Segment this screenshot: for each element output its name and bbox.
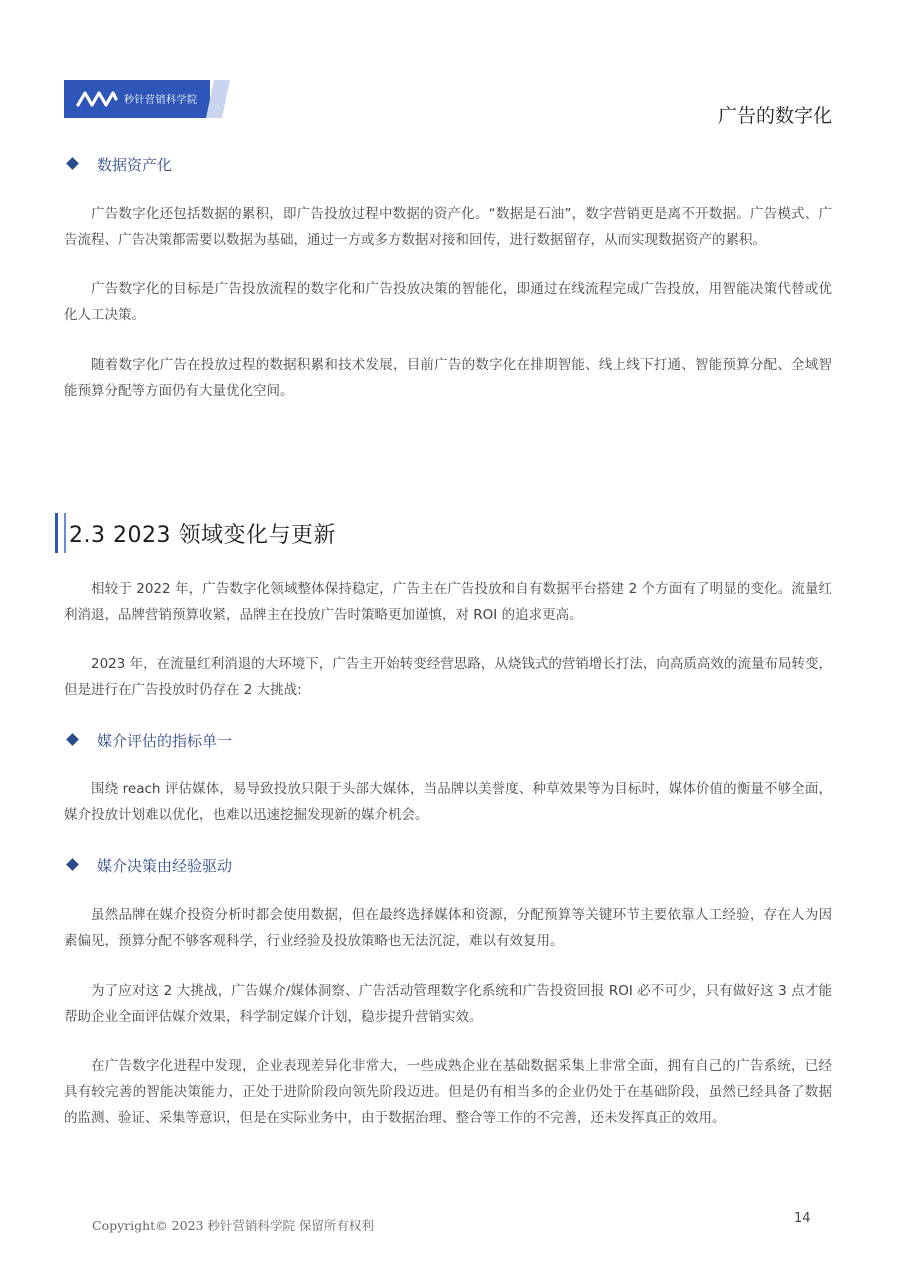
heading-text: 数据资产化 [97, 156, 173, 174]
bullet-heading-experience-driven [64, 855, 232, 876]
paragraph-1: 广告数字化还包括数据的累积，即广告投放过程中数据的资产化。“数据是石油”，数字营销更是离不开数据。广告模式、广告流程、广告决策都需要以数据为基础，通过一方或多方数据对接和回传，进行数据留存，从而实现数据资产的累积。 [64, 206, 832, 248]
diamond-bullet-icon [66, 157, 79, 170]
paragraph-9: 在广告数字化进程中发现，企业表现差异化非常大，一些成熟企业在基础数据采集上非常全面，拥有自己的广告系统，已经具有较完善的智能决策能力，正处于进阶阶段向领先阶段迈进。但是仍有相当多的企业仍处于在基础阶段，虽然已经具备了数据的监测、验证、采集等意识，但是在实际业务中，由于数据治理、整合等工作的不完善，还未发挥真正的效用。 [64, 1058, 832, 1126]
section-heading [55, 513, 336, 553]
paragraph-8: 为了应对这 2 大挑战，广告媒介/媒体洞察、广告活动管理数字化系统和广告投资回报 ROI 必不可少，只有做好这 3 点才能帮助企业全面评估媒介效果，科学制定媒介计划，稳步提升营销实效。 [64, 983, 832, 1025]
paragraph-2: 广告数字化的目标是广告投放流程的数字化和广告投放决策的智能化，即通过在线流程完成广告投放，用智能决策代替或优化人工决策。 [64, 281, 832, 323]
logo-icon [76, 89, 118, 109]
heading-text: 媒介评估的指标单一 [97, 732, 233, 750]
bullet-heading-single-metric [64, 730, 232, 751]
section-accent-bar [55, 513, 58, 553]
logo-banner [64, 80, 230, 118]
paragraph-4: 相较于 2022 年，广告数字化领域整体保持稳定，广告主在广告投放和自有数据平台搭建 2 个方面有了明显的变化。流量红利消退，品牌营销预算收紧，品牌主在投放广告时策略更加谨慎，对 ROI 的追求更高。 [64, 581, 832, 623]
heading-text: 媒介决策由经验驱动 [97, 857, 233, 875]
section-accent-bar-thin [64, 513, 66, 553]
bullet-heading-data-assets [64, 154, 172, 175]
diamond-bullet-icon [66, 733, 79, 746]
paragraph-3: 随着数字化广告在投放过程的数据积累和技术发展，目前广告的数字化在排期智能、线上线下打通、智能预算分配、全域智能预算分配等方面仍有大量优化空间。 [64, 357, 832, 399]
diamond-bullet-icon [66, 858, 79, 871]
paragraph-6: 围绕 reach 评估媒体，易导致投放只限于头部大媒体，当品牌以美誉度、种草效果等为目标时，媒体价值的衡量不够全面，媒介投放计划难以优化，也难以迅速挖掘发现新的媒介机会。 [64, 781, 832, 823]
paragraph-5: 2023 年，在流量红利消退的大环境下，广告主开始转变经营思路，从烧钱式的营销增长打法，向高质高效的流量布局转变，但是进行在广告投放时仍存在 2 大挑战: [64, 656, 832, 698]
page-header-title: 广告的数字化 [717, 105, 832, 127]
section-title: 2.3 2023 领域变化与更新 [69, 522, 336, 548]
logo-text: 秒针营销科学院 [124, 95, 198, 106]
page-number: 14 [794, 1211, 811, 1226]
paragraph-7: 虽然品牌在媒介投资分析时都会使用数据，但在最终选择媒体和资源，分配预算等关键环节主要依靠人工经验，存在人为因素偏见，预算分配不够客观科学，行业经验及投放策略也无法沉淀，难以有效复用。 [64, 907, 832, 949]
footer-copyright: Copyright© 2023 秒针营销科学院 保留所有权利 [92, 1218, 374, 1233]
